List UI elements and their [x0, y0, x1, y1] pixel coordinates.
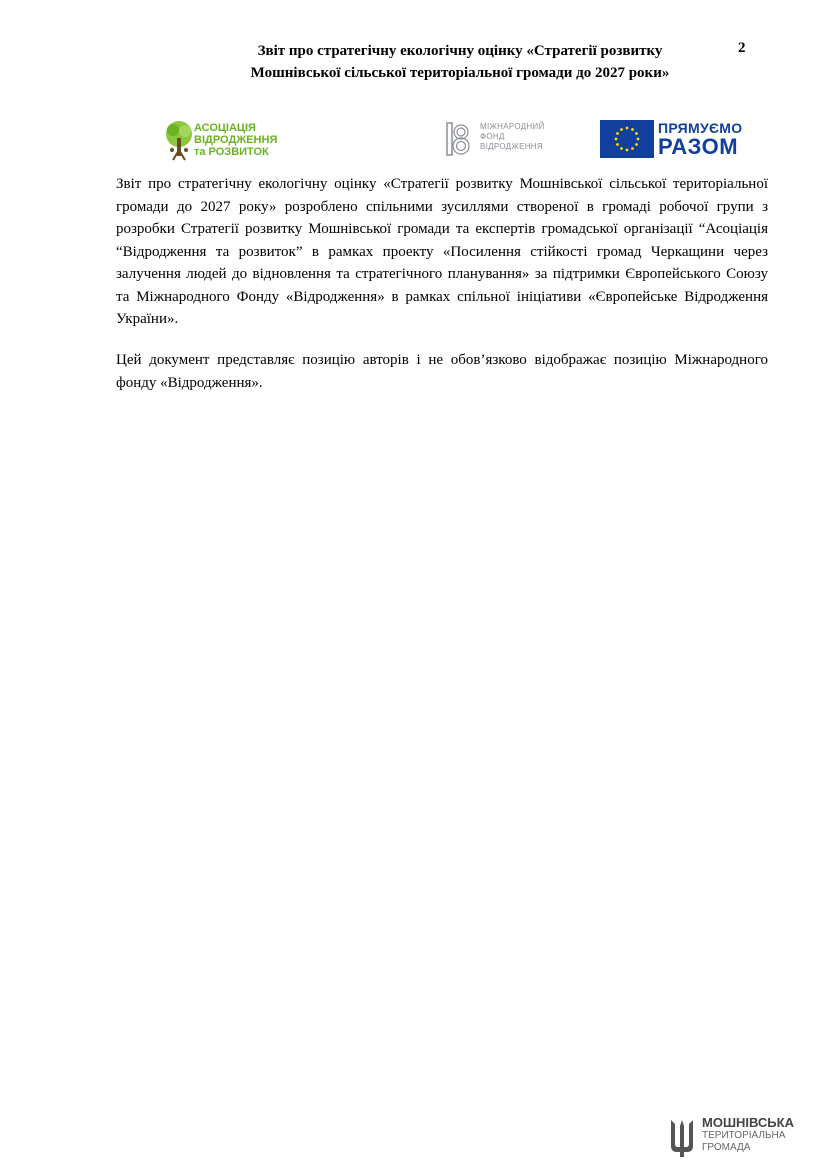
page-number: 2	[738, 40, 746, 56]
footer-logo-line1: МОШНІВСЬКА	[702, 1115, 794, 1130]
irf-mark-icon	[446, 122, 470, 156]
header-title-line2: Мошнівської сільської територіальної громади до 2027 роки»	[250, 65, 670, 81]
partner-logos	[0, 112, 827, 172]
association-logo-line1: АСОЦІАЦІЯ	[194, 122, 256, 134]
header-title-line1: Звіт про стратегічну екологічну оцінку «Стратегії розвитку	[257, 43, 663, 59]
irf-logo-line2: ФОНД	[480, 132, 505, 141]
footer-logo-line2: ТЕРИТОРІАЛЬНА	[702, 1130, 786, 1141]
association-logo	[164, 118, 278, 168]
eu-logo-line1: ПРЯМУЄМО	[658, 120, 743, 136]
eu-flag-icon	[600, 120, 654, 158]
association-logo-line3: та РОЗВИТОК	[194, 146, 269, 158]
eu-together-logo	[600, 120, 760, 160]
footer-logo-line3: ГРОМАДА	[702, 1142, 751, 1153]
irf-logo-line3: ВІДРОДЖЕННЯ	[480, 142, 543, 151]
eu-logo-line2: РАЗОМ	[658, 134, 739, 159]
paragraph-disclaimer: Цей документ представляє позицію авторів і не обов’язково відображає позицію Міжнародного фонду «Відродження».	[116, 352, 768, 391]
tree-icon	[164, 120, 194, 162]
trident-icon	[668, 1116, 696, 1158]
paragraph-acknowledgement: Звіт про стратегічну екологічну оцінку «Стратегії розвитку Мошнівської сільської територіальної громади до 2027 року» розроблено спільними зусиллями створеної в громаді робочої групи з розробки Стратегії розвитку Мошнівської громади та експертів громадської організації “Асоціація “Відродження та розвиток” в рамках проекту «Посилення стійкості громад Черкащини через залучення людей до відновлення та стратегічного планування» за підтримки Європейського Союзу та Міжнародного Фонду «Відродження» в рамках спільної ініціативи «Європейське Відродження України».	[116, 176, 768, 327]
footer-community-logo	[668, 1114, 818, 1162]
irf-logo	[446, 120, 566, 166]
irf-logo-line1: МІЖНАРОДНИЙ	[480, 122, 545, 131]
document-header	[180, 40, 740, 84]
association-logo-line2: ВІДРОДЖЕННЯ	[194, 134, 278, 146]
